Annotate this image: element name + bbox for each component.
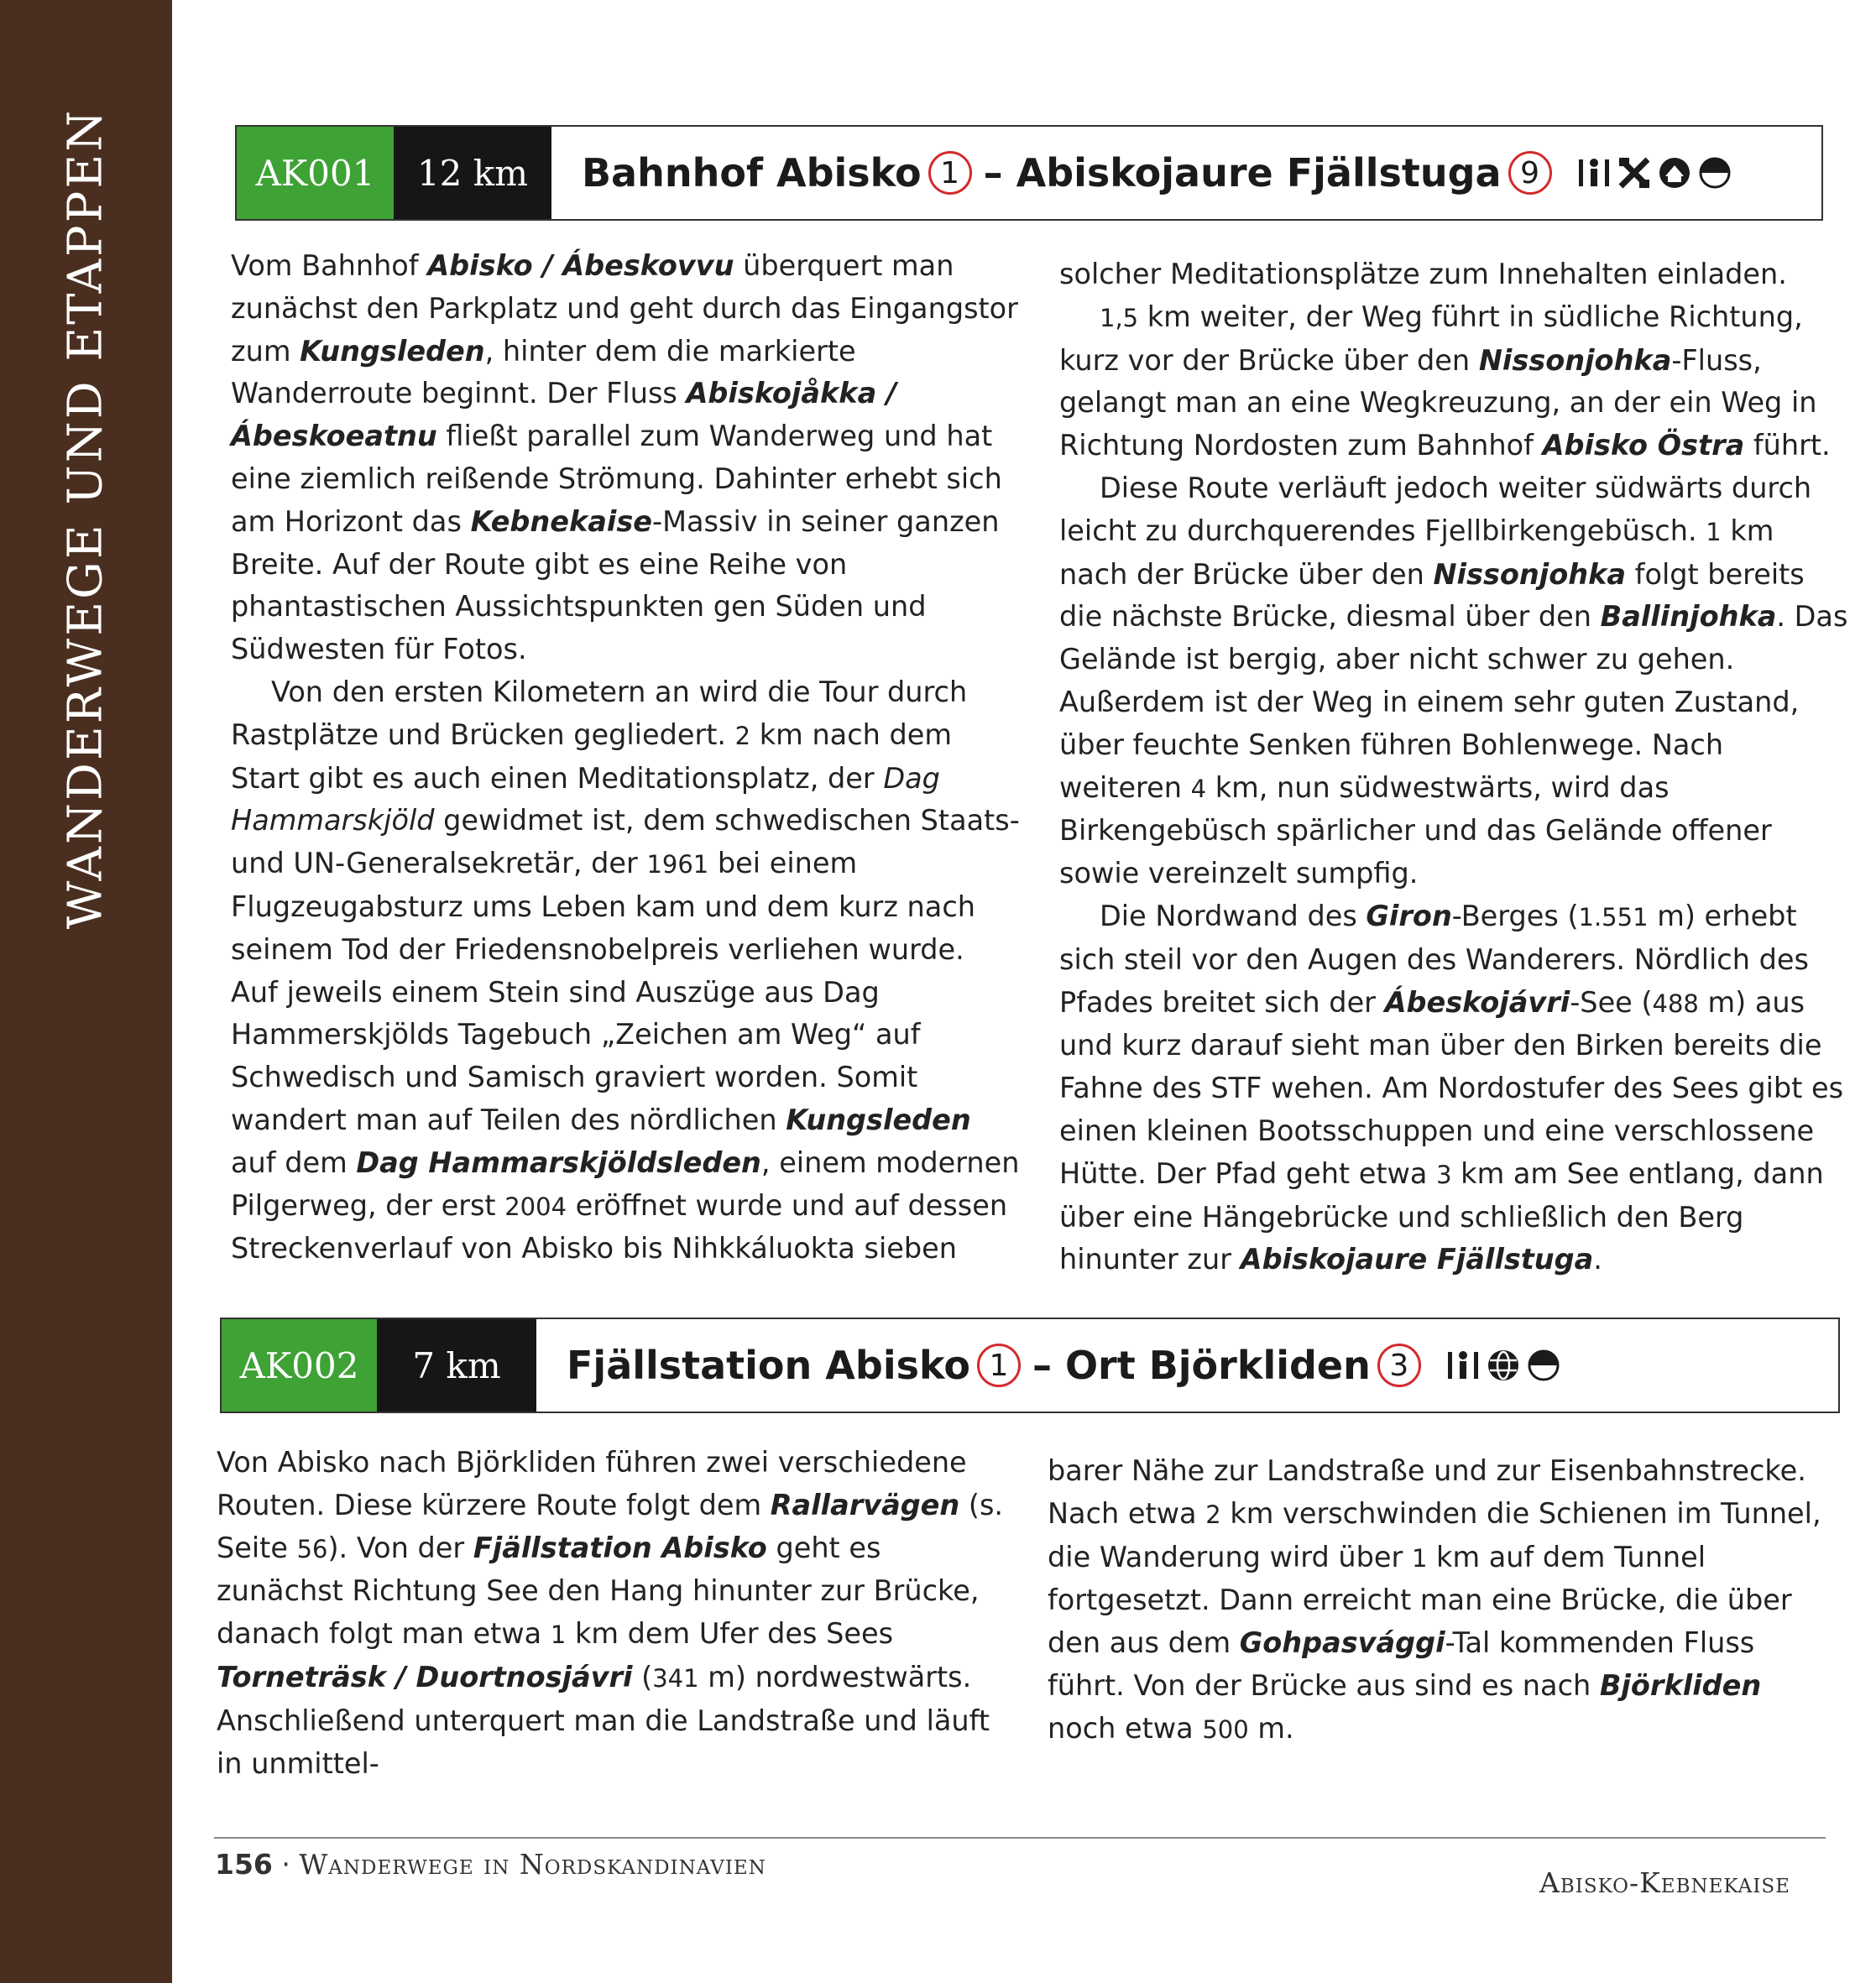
route-start: Bahnhof Abisko	[582, 150, 922, 196]
route-code: AK002	[222, 1319, 377, 1412]
route-icons	[1577, 156, 1732, 190]
book-section: Wanderwege in Nordskandinavien	[299, 1848, 766, 1881]
route2-column-right	[1048, 1450, 1837, 1751]
route1-column-left	[231, 245, 1020, 1271]
end-number-badge: 3	[1377, 1344, 1421, 1387]
half-circle-icon	[1527, 1349, 1560, 1382]
route2-column-left	[217, 1442, 1006, 1785]
cutlery-icon	[1617, 156, 1651, 190]
paragraph: Von den ersten Kilometern an wird die Tour durch Rastplätze und Brücken gegliedert. 2 km nach dem Start gibt es auch einen Meditationsplatz, der Dag Hammarskjöld gewidmet ist, dem schwedischen Staats- und UN-Generalsekretär, der 1961 bei einem Flugzeugabsturz ums Leben kam und dem kurz nach seinem Tod der Friedensnobelpreis verliehen wurde. Auf jeweils einem Stein sind Auszüge aus Dag Hammerskjölds Tagebuch „Zeichen am Weg“ auf Schwedisch und Samisch graviert worden. Somit wandert man auf Teilen des nördlichen Kungsleden auf dem Dag Hammarskjöldsleden, einem modernen Pilgerweg, der erst 2004 eröffnet wurde und auf dessen Streckenverlauf von Abisko bis Nihkkáluokta sieben	[231, 675, 1020, 1265]
route1-column-right	[1059, 253, 1848, 1281]
toilet-icon	[1446, 1349, 1480, 1382]
route-end: Abiskojaure Fjällstuga	[1016, 150, 1502, 196]
globe-icon	[1487, 1349, 1520, 1382]
footer-rule	[214, 1837, 1826, 1839]
end-number-badge: 9	[1508, 151, 1552, 195]
footer-left	[215, 1848, 766, 1881]
paragraph: Die Nordwand des Giron-Berges (1.551 m) erhebt sich steil vor den Augen des Wanderers. Nördlich des Pfades breitet sich der Ábeskojávri-See (488 m) aus und kurz darauf sieht man über den Birken bereits die Fahne des STF wehen. Am Nordostufer des Sees gibt es einen kleinen Bootsschuppen und eine verschlossene Hütte. Der Pfad geht etwa 3 km am See entlang, dann über eine Hängebrücke und schließlich den Berg hinunter zur Abiskojaure Fjällstuga.	[1059, 899, 1844, 1276]
route-end: Ort Björkliden	[1064, 1343, 1371, 1388]
side-label: WANDERWEGE UND ETAPPEN	[58, 107, 113, 930]
route-distance: 7 km	[377, 1319, 536, 1412]
toilet-icon	[1577, 156, 1611, 190]
route-code: AK001	[237, 127, 394, 219]
start-number-badge: 1	[977, 1344, 1021, 1387]
route-dash: –	[1032, 1343, 1052, 1388]
route-start: Fjällstation Abisko	[567, 1343, 970, 1388]
paragraph: solcher Meditationsplätze zum Innehalten einladen.	[1059, 258, 1787, 290]
start-number-badge: 1	[928, 151, 972, 195]
route-header-ak001	[235, 125, 1823, 221]
route-header-ak002	[220, 1318, 1840, 1413]
route-title	[551, 127, 1732, 219]
paragraph: Diese Route verläuft jedoch weiter südwärts durch leicht zu durchquerendes Fjellbirkengebüsch. 1 km nach der Brücke über den Nissonjohka folgt bereits die nächste Brücke, diesmal über den Ballinjohka. Das Gelände ist bergig, aber nicht schwer zu gehen. Außerdem ist der Weg in einem sehr guten Zustand, über feuchte Senken führen Bohlenwege. Nach weiteren 4 km, nun südwestwärts, wird das Birkengebüsch spärlicher und das Gelände offener sowie vereinzelt sumpfig.	[1059, 471, 1848, 890]
footer-separator: ·	[281, 1848, 290, 1881]
paragraph: barer Nähe zur Landstraße und zur Eisenbahnstrecke. Nach etwa 2 km verschwinden die Schienen im Tunnel, die Wanderung wird über 1 km auf dem Tunnel fortgesetzt. Dann erreicht man eine Brücke, die über den aus dem Gohpasvággi-Tal kommenden Fluss führt. Von der Brücke aus sind es nach Björkliden noch etwa 500 m.	[1048, 1454, 1821, 1745]
hut-icon	[1658, 156, 1691, 190]
page-number: 156	[215, 1848, 273, 1881]
route-title	[536, 1319, 1560, 1412]
side-band	[0, 0, 172, 1983]
paragraph: Vom Bahnhof Abisko / Ábeskovvu überquert man zunächst den Parkplatz und geht durch das Eingangstor zum Kungsleden, hinter dem die markierte Wanderroute beginnt. Der Fluss Abiskojåkka / Ábeskoeatnu fließt parallel zum Wanderweg und hat eine ziemlich reißende Strömung. Dahinter erhebt sich am Horizont das Kebnekaise-Massiv in seiner ganzen Breite. Auf der Route gibt es eine Reihe von phantastischen Aussichtspunkten gen Süden und Südwesten für Fotos.	[231, 249, 1018, 666]
half-circle-icon	[1698, 156, 1732, 190]
route-dash: –	[983, 150, 1003, 196]
paragraph: 1,5 km weiter, der Weg führt in südliche Richtung, kurz vor der Brücke über den Nissonjohka-Fluss, gelangt man an eine Wegkreuzung, an der ein Weg in Richtung Nordosten zum Bahnhof Abisko Östra führt.	[1059, 300, 1831, 462]
paragraph: Von Abisko nach Björkliden führen zwei verschiedene Routen. Diese kürzere Route folgt dem Rallarvägen (s. Seite 56). Von der Fjällstation Abisko geht es zunächst Richtung See den Hang hinunter zur Brücke, danach folgt man etwa 1 km dem Ufer des Sees Torneträsk / Duortnosjávri (341 m) nordwestwärts. Anschließend unterquert man die Landstraße und läuft in unmittel-	[217, 1446, 1004, 1780]
route-distance: 12 km	[394, 127, 551, 219]
chapter-title: Abisko-Kebnekaise	[1539, 1866, 1790, 1899]
route-icons	[1446, 1349, 1560, 1382]
